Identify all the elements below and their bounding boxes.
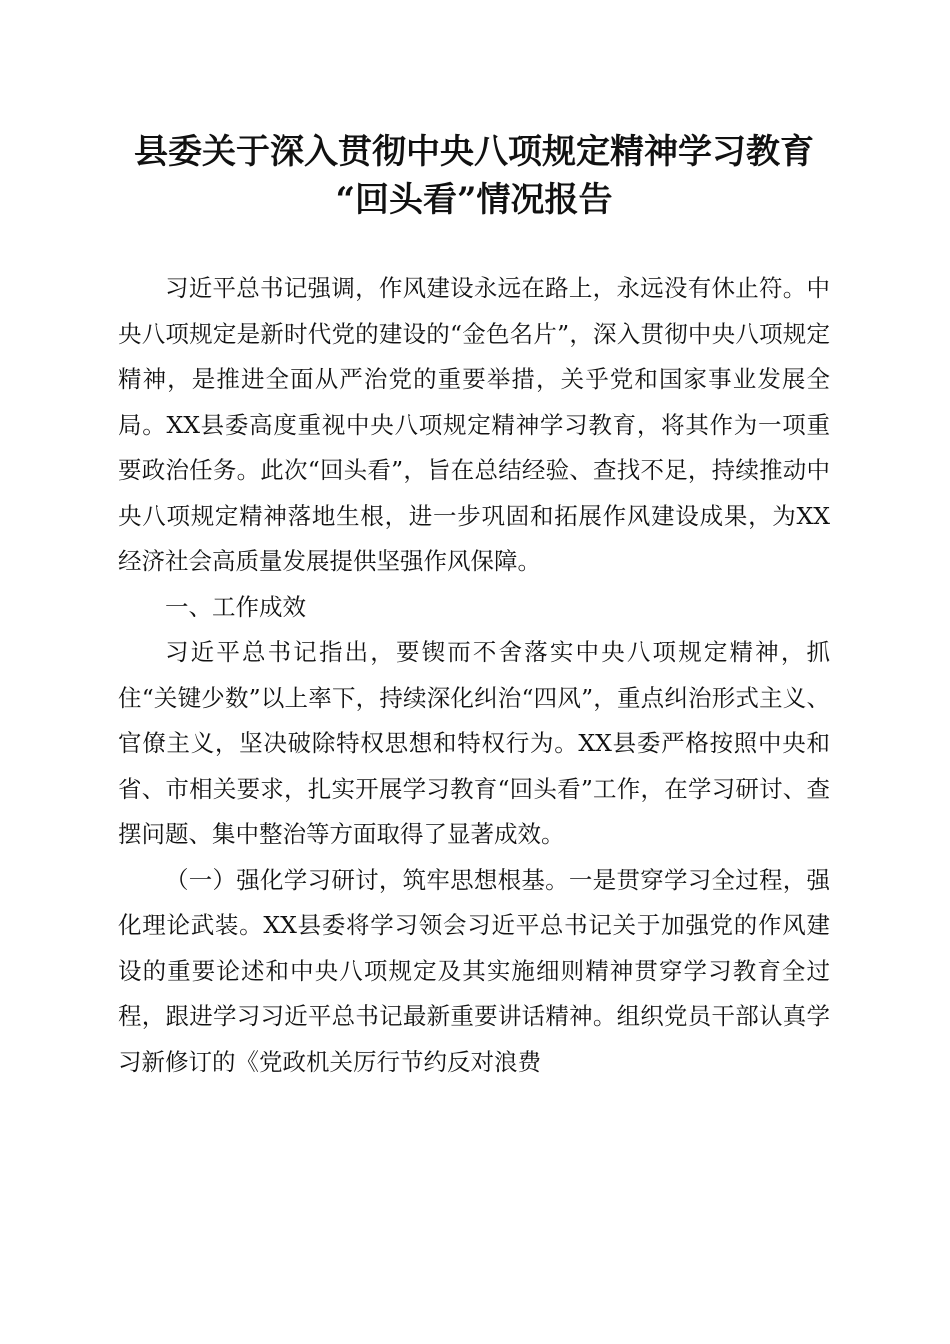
subsection-1-heading: （一）强化学习研讨，筑牢思想根基。 bbox=[165, 865, 569, 894]
document-title bbox=[118, 128, 830, 224]
title-line-2: “回头看”情况报告 bbox=[335, 180, 613, 220]
section-heading-work-results: 一、工作成效 bbox=[165, 592, 306, 621]
document-body bbox=[118, 266, 830, 1085]
paragraph-work-results: 习近平总书记指出，要锲而不舍落实中央八项规定精神，抓住“关键少数”以上率下，持续深化纠治“四风”，重点纠治形式主义、官僚主义，坚决破除特权思想和特权行为。XX县委严格按照中央和省、市相关要求，扎实开展学习教育“回头看”工作，在学习研讨、查摆问题、集中整治等方面取得了显著成效。 bbox=[118, 638, 830, 848]
title-line-1: 县委关于深入贯彻中央八项规定精神学习教育 bbox=[134, 132, 814, 172]
paragraph-intro: 习近平总书记强调，作风建设永远在路上，永远没有休止符。中央八项规定是新时代党的建设的“金色名片”，深入贯彻中央八项规定精神，是推进全面从严治党的重要举措，关乎党和国家事业发展全局。XX县委高度重视中央八项规定精神学习教育，将其作为一项重要政治任务。此次“回头看”，旨在总结经验、查找不足，持续推动中央八项规定精神落地生根，进一步巩固和拓展作风建设成果，为XX经济社会高质量发展提供坚强作风保障。 bbox=[118, 274, 830, 575]
paragraph-subsection-1 bbox=[118, 858, 830, 1086]
subsection-1-text: 一是贯穿学习全过程，强化理论武装。XX县委将学习领会习近平总书记关于加强党的作风建设的重要论述和中央八项规定及其实施细则精神贯穿学习教育全过程，跟进学习习近平总书记最新重要讲话精神。组织党员干部认真学习新修订的《党政机关厉行节约反对浪费 bbox=[118, 865, 831, 1076]
document-page bbox=[118, 128, 830, 1085]
